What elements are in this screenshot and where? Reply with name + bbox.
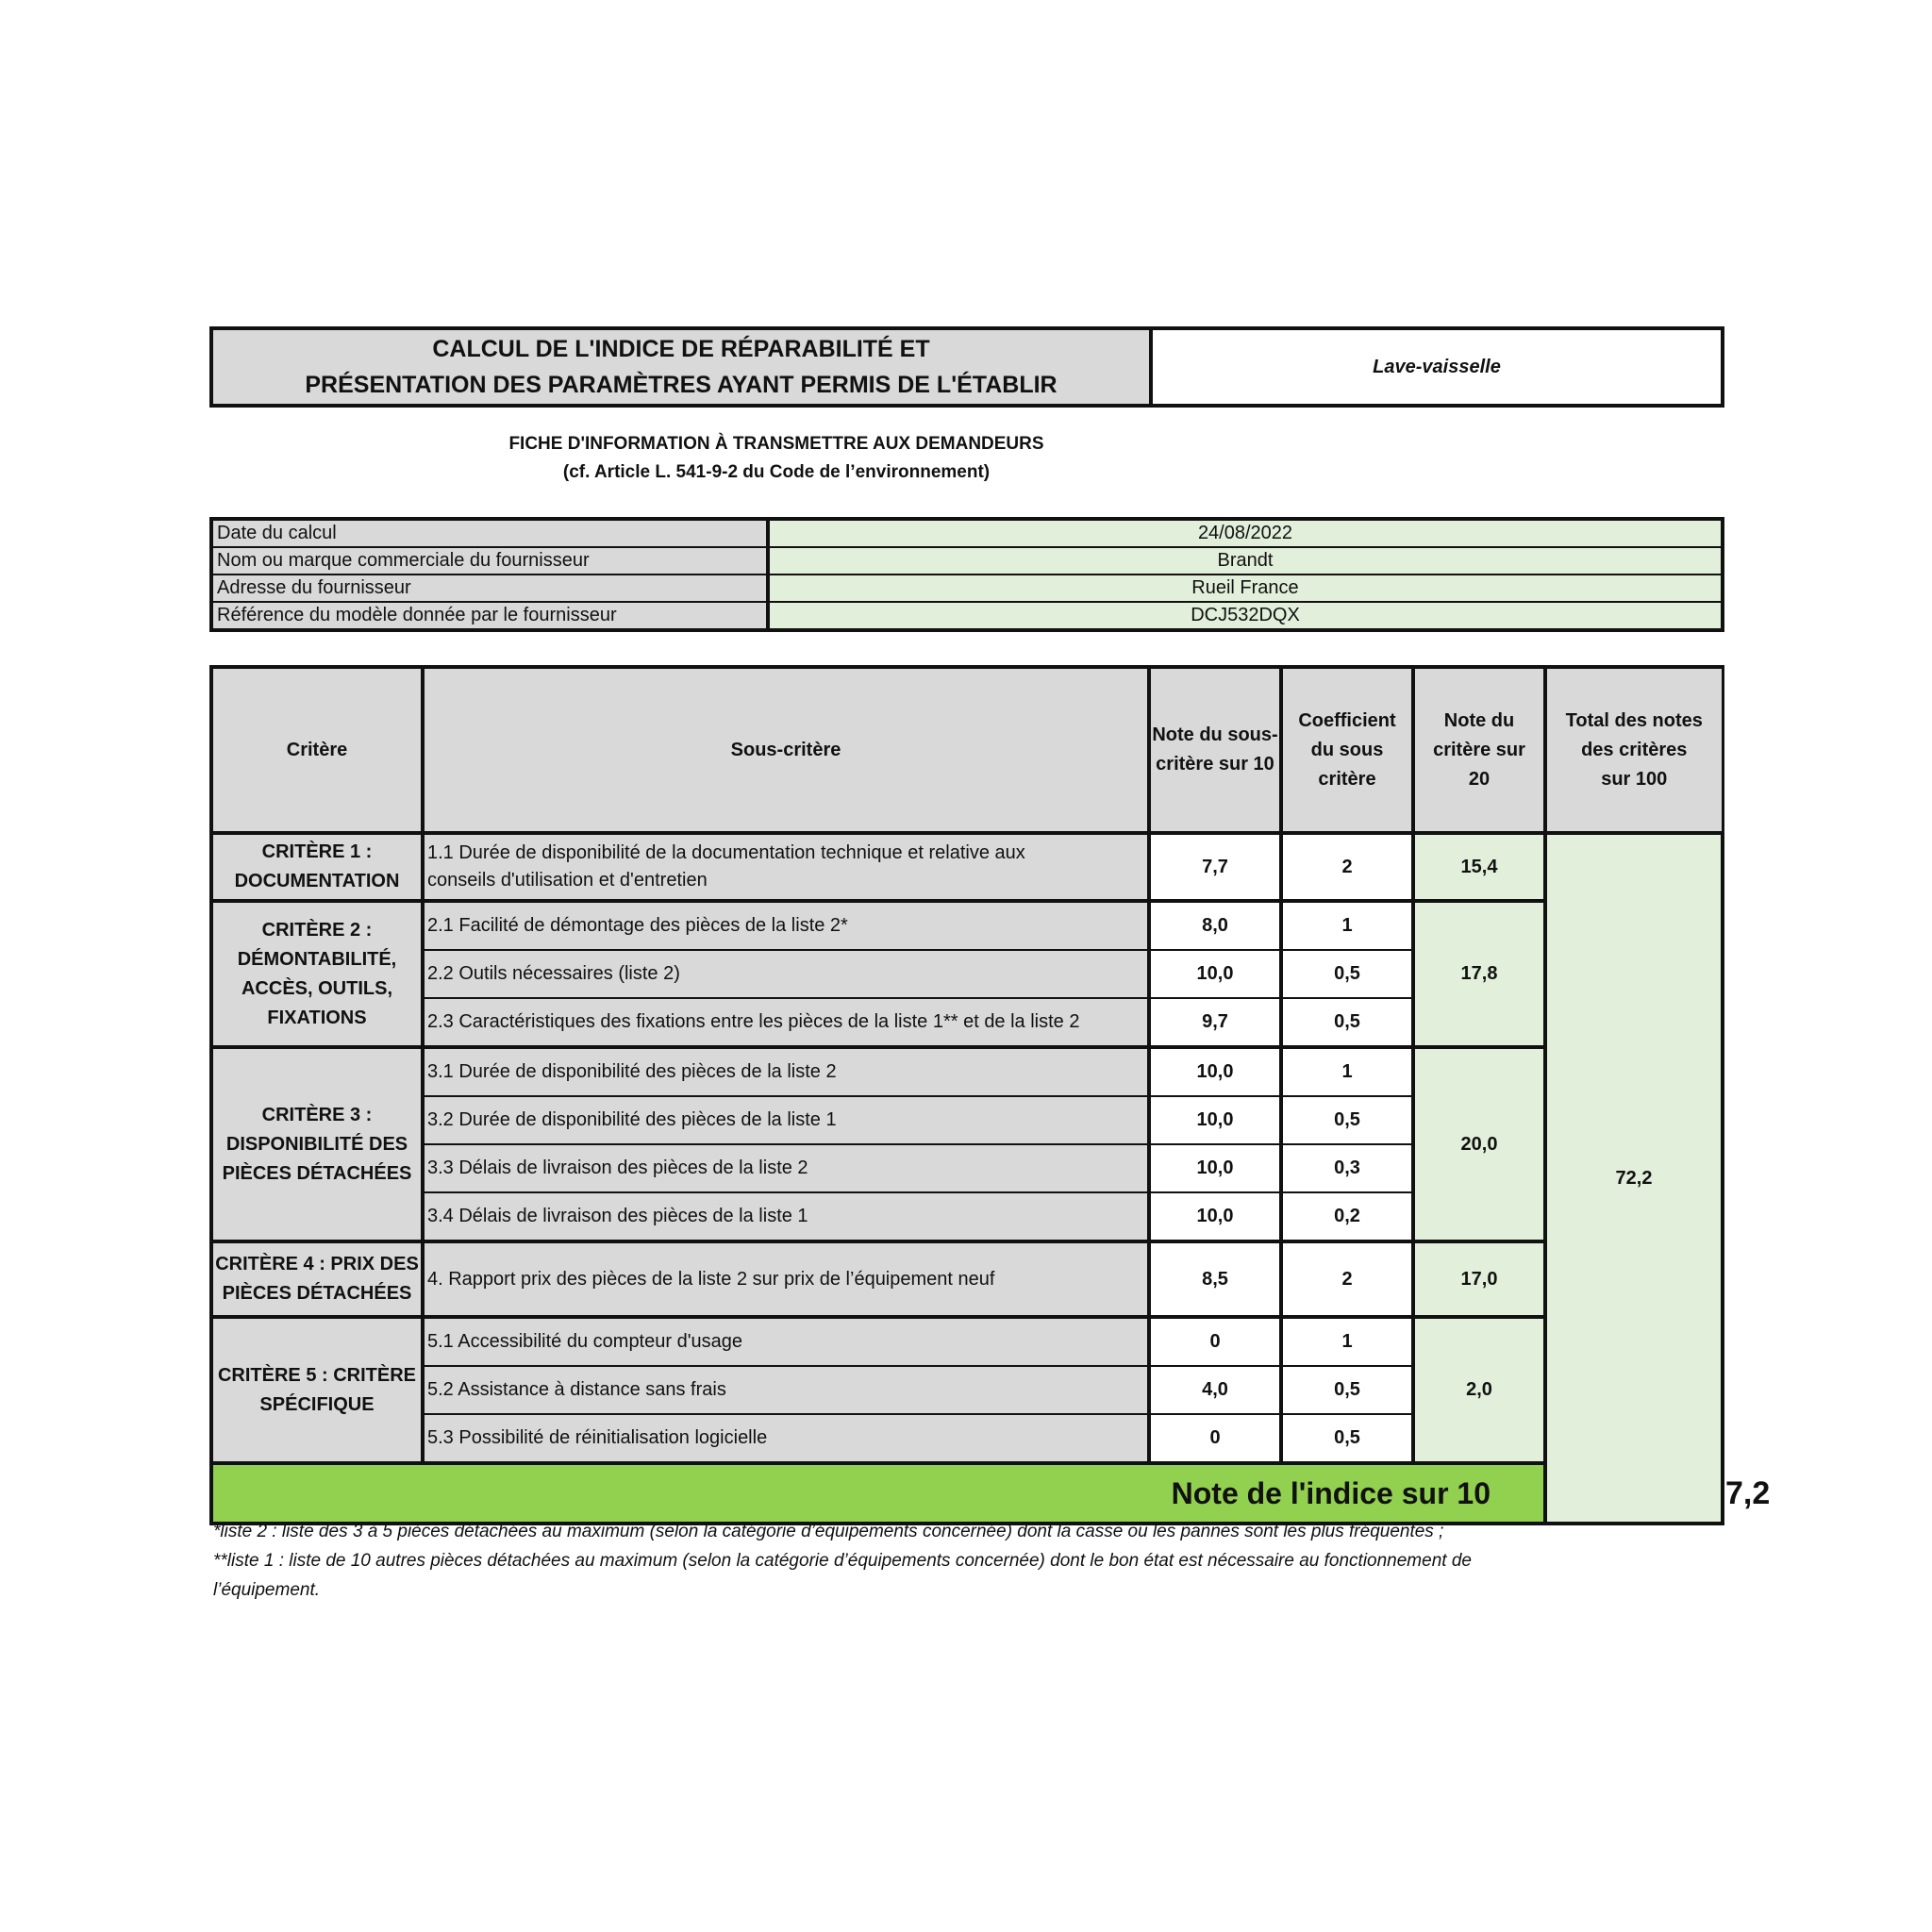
criterion-line: CRITÈRE 4 : PRIX DES — [215, 1254, 419, 1274]
subcriterion-note: 8,5 — [1149, 1241, 1281, 1317]
criterion-3-score: 20,0 — [1413, 1047, 1545, 1241]
subcriterion-label: 3.3 Délais de livraison des pièces de la liste 2 — [423, 1144, 1149, 1192]
subcriterion-label: 3.4 Délais de livraison des pièces de la liste 1 — [423, 1192, 1149, 1241]
info-value: 24/08/2022 — [768, 519, 1723, 547]
subcriterion-coefficient: 0,5 — [1281, 1414, 1413, 1463]
subcriterion-coefficient: 0,5 — [1281, 1096, 1413, 1144]
subcriterion-note: 0 — [1149, 1414, 1281, 1463]
final-score-label: Note de l'indice sur 10 — [211, 1463, 1545, 1524]
subcriterion-coefficient: 0,5 — [1281, 1366, 1413, 1414]
header-line: critère sur 10 — [1156, 754, 1274, 774]
criterion-line: CRITÈRE 5 : CRITÈRE — [217, 1364, 417, 1386]
subcriterion-label — [423, 833, 1149, 901]
subcriterion-coefficient: 1 — [1281, 1317, 1413, 1366]
subcriterion-note: 10,0 — [1149, 1096, 1281, 1144]
col-header-coefficient — [1281, 667, 1413, 833]
criterion-line: FIXATIONS — [267, 1007, 367, 1028]
criterion-5-score: 2,0 — [1413, 1317, 1545, 1463]
subcriterion-coefficient: 2 — [1281, 1241, 1413, 1317]
table-row — [211, 1047, 1723, 1096]
criterion-line: ACCÈS, OUTILS, — [241, 977, 392, 999]
criterion-4-score: 17,0 — [1413, 1241, 1545, 1317]
header-line: des critères — [1581, 739, 1688, 760]
final-score-row: Note de l'indice sur 10 7,2 — [211, 1463, 1723, 1524]
subcriterion-note: 9,7 — [1149, 998, 1281, 1047]
criterion-line: PIÈCES DÉTACHÉES — [222, 1162, 412, 1184]
title-line-2: PRÉSENTATION DES PARAMÈTRES AYANT PERMIS DE L'ÉTABLIR — [305, 372, 1058, 398]
subcriterion-coefficient: 2 — [1281, 833, 1413, 901]
info-value: DCJ532DQX — [768, 602, 1723, 630]
table-row — [211, 1317, 1723, 1366]
table-row — [211, 901, 1723, 950]
col-header-total — [1545, 667, 1723, 833]
info-row — [211, 602, 1723, 630]
subcriterion-label: 3.2 Durée de disponibilité des pièces de la liste 1 — [423, 1096, 1149, 1144]
subcriterion-coefficient: 1 — [1281, 901, 1413, 950]
footnote-liste-1: **liste 1 : liste de 10 autres pièces détachées au maximum (selon la catégorie d’équipements concernée) dont le bon état est nécessaire au fonctionnement de — [213, 1551, 1472, 1571]
subcriterion-label: 2.1 Facilité de démontage des pièces de la liste 2* — [423, 901, 1149, 950]
header-line: Total des notes — [1565, 709, 1703, 731]
header-line: critère sur — [1433, 739, 1525, 760]
subcriterion-label: 5.2 Assistance à distance sans frais — [423, 1366, 1149, 1414]
criterion-line: CRITÈRE 2 : — [261, 919, 373, 941]
criterion-line: DÉMONTABILITÉ, — [237, 948, 397, 970]
table-row — [211, 1241, 1723, 1317]
document-title — [211, 328, 1151, 406]
subcriterion-label: 4. Rapport prix des pièces de la liste 2 sur prix de l’équipement neuf — [423, 1241, 1149, 1317]
subcriterion-label: 3.1 Durée de disponibilité des pièces de la liste 2 — [423, 1047, 1149, 1096]
product-category: Lave-vaisselle — [1151, 328, 1723, 406]
col-header-note-critere — [1413, 667, 1545, 833]
criterion-2-score: 17,8 — [1413, 901, 1545, 1047]
header-line: 20 — [1468, 768, 1491, 790]
info-value: Brandt — [768, 547, 1723, 575]
subcriterion-label: 5.1 Accessibilité du compteur d'usage — [423, 1317, 1149, 1366]
subcriterion-line: conseils d'utilisation et d'entretien — [427, 870, 708, 891]
footnotes — [213, 1517, 1723, 1605]
subcriterion-coefficient: 1 — [1281, 1047, 1413, 1096]
criterion-1-name — [211, 833, 423, 901]
supplier-info-table — [209, 517, 1724, 632]
header-row — [211, 667, 1723, 833]
criterion-line: DISPONIBILITÉ DES — [225, 1133, 408, 1155]
subheading — [209, 430, 1343, 487]
info-label: Date du calcul — [211, 519, 768, 547]
info-row — [211, 519, 1723, 547]
info-label: Nom ou marque commerciale du fournisseur — [211, 547, 768, 575]
subcriterion-note: 10,0 — [1149, 950, 1281, 998]
subcriterion-note: 4,0 — [1149, 1366, 1281, 1414]
info-row — [211, 575, 1723, 602]
col-header-sous-critere: Sous-critère — [423, 667, 1149, 833]
col-header-critere: Critère — [211, 667, 423, 833]
subcriterion-coefficient: 0,2 — [1281, 1192, 1413, 1241]
info-label: Adresse du fournisseur — [211, 575, 768, 602]
header-line: sur 100 — [1601, 768, 1668, 790]
subcriterion-note: 0 — [1149, 1317, 1281, 1366]
criterion-line: DOCUMENTATION — [234, 871, 400, 891]
subheading-line-2: (cf. Article L. 541-9-2 du Code de l’environnement) — [562, 462, 991, 482]
header-line: Note du sous- — [1152, 724, 1278, 745]
title-block — [209, 326, 1724, 408]
subcriterion-label: 5.3 Possibilité de réinitialisation logicielle — [423, 1414, 1149, 1463]
criterion-3-name — [211, 1047, 423, 1241]
subcriterion-coefficient: 0,5 — [1281, 998, 1413, 1047]
subheading-line-1: FICHE D'INFORMATION À TRANSMETTRE AUX DEMANDEURS — [508, 434, 1044, 454]
table-row — [211, 833, 1723, 901]
subcriterion-label: 2.3 Caractéristiques des fixations entre les pièces de la liste 1** et de la liste 2 — [423, 998, 1149, 1047]
total-score: 72,2 — [1545, 833, 1723, 1524]
info-label: Référence du modèle donnée par le fournisseur — [211, 602, 768, 630]
subcriterion-line: 1.1 Durée de disponibilité de la documentation technique et relative aux — [427, 842, 1025, 863]
criterion-line: PIÈCES DÉTACHÉES — [222, 1283, 412, 1304]
subcriterion-label: 2.2 Outils nécessaires (liste 2) — [423, 950, 1149, 998]
subcriterion-note: 8,0 — [1149, 901, 1281, 950]
criterion-1-score: 15,4 — [1413, 833, 1545, 901]
repairability-table — [209, 665, 1771, 1525]
criterion-line: CRITÈRE 3 : — [261, 1104, 373, 1125]
col-header-note-sous-critere — [1149, 667, 1281, 833]
header-line: critère — [1318, 768, 1376, 790]
subcriterion-coefficient: 0,3 — [1281, 1144, 1413, 1192]
criterion-2-name — [211, 901, 423, 1047]
criterion-line: CRITÈRE 1 : — [261, 841, 373, 862]
info-row — [211, 547, 1723, 575]
subcriterion-note: 10,0 — [1149, 1047, 1281, 1096]
criterion-line: SPÉCIFIQUE — [259, 1393, 375, 1415]
info-value: Rueil France — [768, 575, 1723, 602]
subcriterion-coefficient: 0,5 — [1281, 950, 1413, 998]
criterion-4-name — [211, 1241, 423, 1317]
subcriterion-note: 7,7 — [1149, 833, 1281, 901]
header-line: du sous — [1310, 739, 1384, 760]
subcriterion-note: 10,0 — [1149, 1192, 1281, 1241]
subcriterion-note: 10,0 — [1149, 1144, 1281, 1192]
footnote-liste-2: *liste 2 : liste des 3 à 5 pièces détachées au maximum (selon la catégorie d’équipements concernée) dont la casse ou les pannes sont les plus fréquentes ; — [213, 1522, 1444, 1541]
header-line: Coefficient — [1298, 709, 1396, 731]
footnote-continuation: l’équipement. — [213, 1580, 321, 1600]
header-line: Note du — [1443, 709, 1515, 731]
title-line-1: CALCUL DE L'INDICE DE RÉPARABILITÉ ET — [432, 336, 930, 362]
criterion-5-name — [211, 1317, 423, 1463]
